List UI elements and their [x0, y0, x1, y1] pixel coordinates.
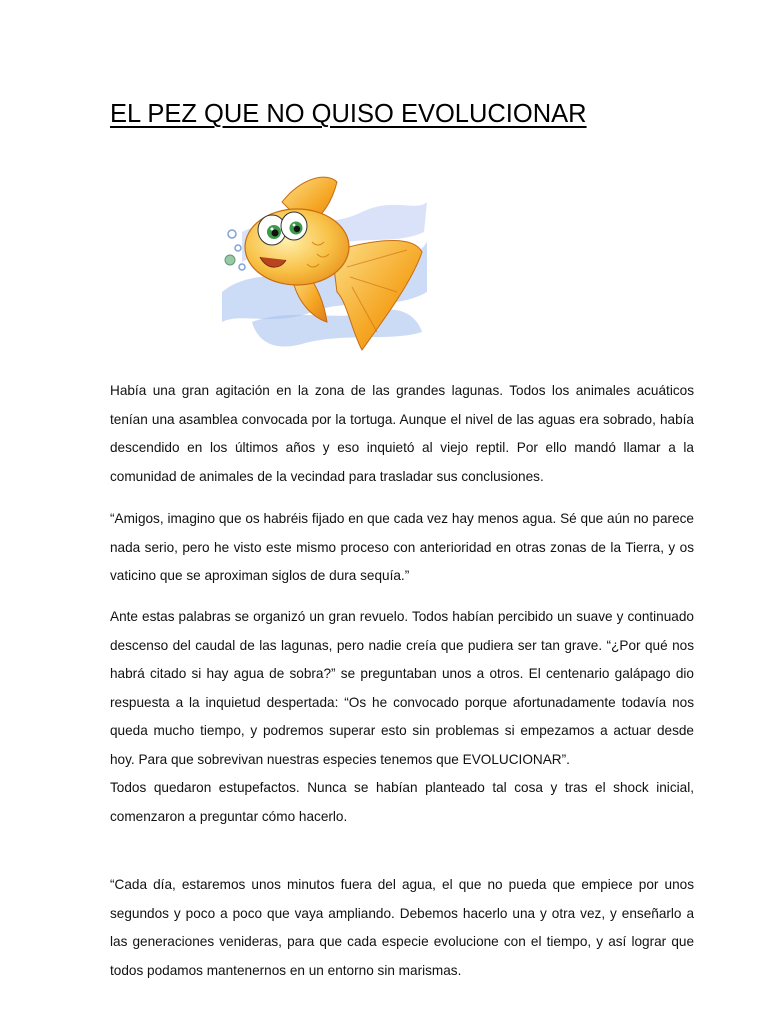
paragraph-2: “Amigos, imagino que os habréis fijado en que cada vez hay menos agua. Sé que aún no parece nada serio, pero he visto este mismo proceso con anterioridad en otras zonas de la Tierra, y os vaticino que se aproximan siglos de dura sequía.” [110, 511, 694, 583]
document-title: EL PEZ QUE NO QUISO EVOLUCIONAR [110, 100, 587, 128]
goldfish-illustration [212, 172, 434, 360]
paragraph-3-group [110, 603, 694, 831]
paragraph-3: Ante estas palabras se organizó un gran revuelo. Todos habían percibido un suave y continuado descenso del caudal de las lagunas, pero nadie creía que pudiera ser tan grave. “¿Por qué nos habrá citado si hay agua de sobra?” se preguntaban unos a otros. El centenario galápago dio respuesta a la inquietud despertada: “Os he convocado porque afortunadamente todavía nos queda mucho tiempo, y podremos superar esto sin problemas si empezamos a actuar desde hoy. Para que sobrevivan nuestras especies tenemos que EVOLUCIONAR”. [110, 609, 694, 767]
paragraph-1: Había una gran agitación en la zona de las grandes lagunas. Todos los animales acuáticos tenían una asamblea convocada por la tortuga. Aunque el nivel de las aguas era sobrado, había descendido en los últimos años y eso inquietó al viejo reptil. Por ello mandó llamar a la comunidad de animales de la vecindad para trasladar sus conclusiones. [110, 383, 694, 484]
paragraph-4: Todos quedaron estupefactos. Nunca se habían planteado tal cosa y tras el shock inicial, comenzaron a preguntar cómo hacerlo. [110, 780, 694, 824]
paragraph-5: “Cada día, estaremos unos minutos fuera del agua, el que no pueda que empiece por unos segundos y poco a poco que vaya ampliando. Debemos hacerlo una y otra vez, y enseñarlo a las generaciones venideras, para que cada especie evolucione con el tiempo, y así lograr que todos podamos mantenernos en un entorno sin marismas. [110, 877, 694, 978]
